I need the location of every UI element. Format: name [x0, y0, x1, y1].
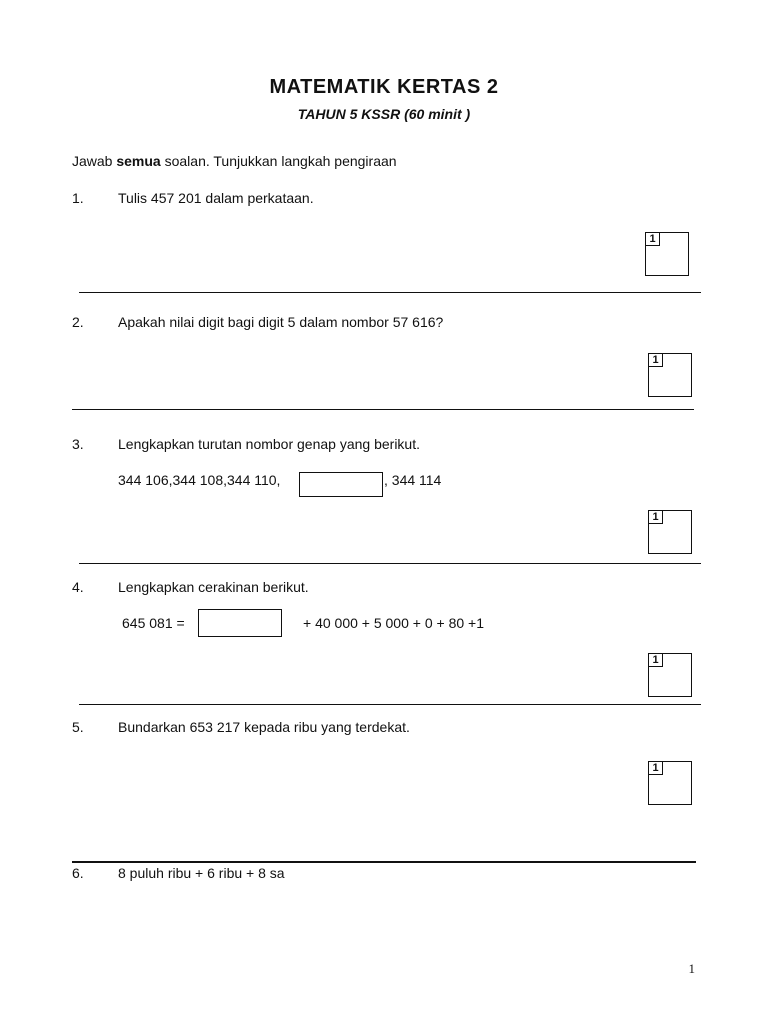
answer-divider	[79, 704, 701, 705]
mark-box	[648, 353, 692, 397]
mark-value: 1	[649, 762, 663, 775]
question-number: 1.	[72, 190, 84, 206]
instructions	[72, 153, 397, 169]
answer-divider	[72, 409, 694, 410]
sequence-before: 344 106,344 108,344 110,	[118, 472, 281, 488]
equation-right: + 40 000 + 5 000 + 0 + 80 +1	[303, 615, 484, 631]
page-subtitle: TAHUN 5 KSSR (60 minit )	[297, 106, 471, 122]
mark-box	[648, 653, 692, 697]
answer-box[interactable]	[299, 472, 383, 497]
instructions-bold: semua	[116, 153, 161, 169]
question-number: 6.	[72, 865, 84, 881]
answer-divider	[79, 563, 701, 564]
sequence-after: , 344 114	[384, 472, 442, 488]
mark-box	[648, 510, 692, 554]
question-text: 8 puluh ribu + 6 ribu + 8 sa	[118, 865, 285, 881]
mark-box	[648, 761, 692, 805]
question-number: 2.	[72, 314, 84, 330]
mark-value: 1	[646, 233, 660, 246]
question-text: Bundarkan 653 217 kepada ribu yang terdekat.	[118, 719, 410, 735]
question-text: Tulis 457 201 dalam perkataan.	[118, 190, 314, 206]
mark-value: 1	[649, 654, 663, 667]
mark-value: 1	[649, 511, 663, 524]
question-number: 4.	[72, 579, 84, 595]
instructions-suffix: soalan. Tunjukkan langkah pengiraan	[164, 153, 397, 169]
mark-value: 1	[649, 354, 663, 367]
equation-left: 645 081 =	[122, 615, 185, 631]
mark-box	[645, 232, 689, 276]
answer-divider	[72, 861, 696, 863]
question-number: 3.	[72, 436, 84, 452]
answer-box[interactable]	[198, 609, 282, 637]
instructions-prefix: Jawab	[72, 153, 113, 169]
page-title: MATEMATIK KERTAS 2	[269, 76, 499, 98]
question-text: Apakah nilai digit bagi digit 5 dalam nombor 57 616?	[118, 314, 444, 330]
question-number: 5.	[72, 719, 84, 735]
answer-divider	[79, 292, 701, 293]
question-text: Lengkapkan cerakinan berikut.	[118, 579, 309, 595]
page-number: 1	[688, 961, 695, 976]
question-text: Lengkapkan turutan nombor genap yang berikut.	[118, 436, 420, 452]
